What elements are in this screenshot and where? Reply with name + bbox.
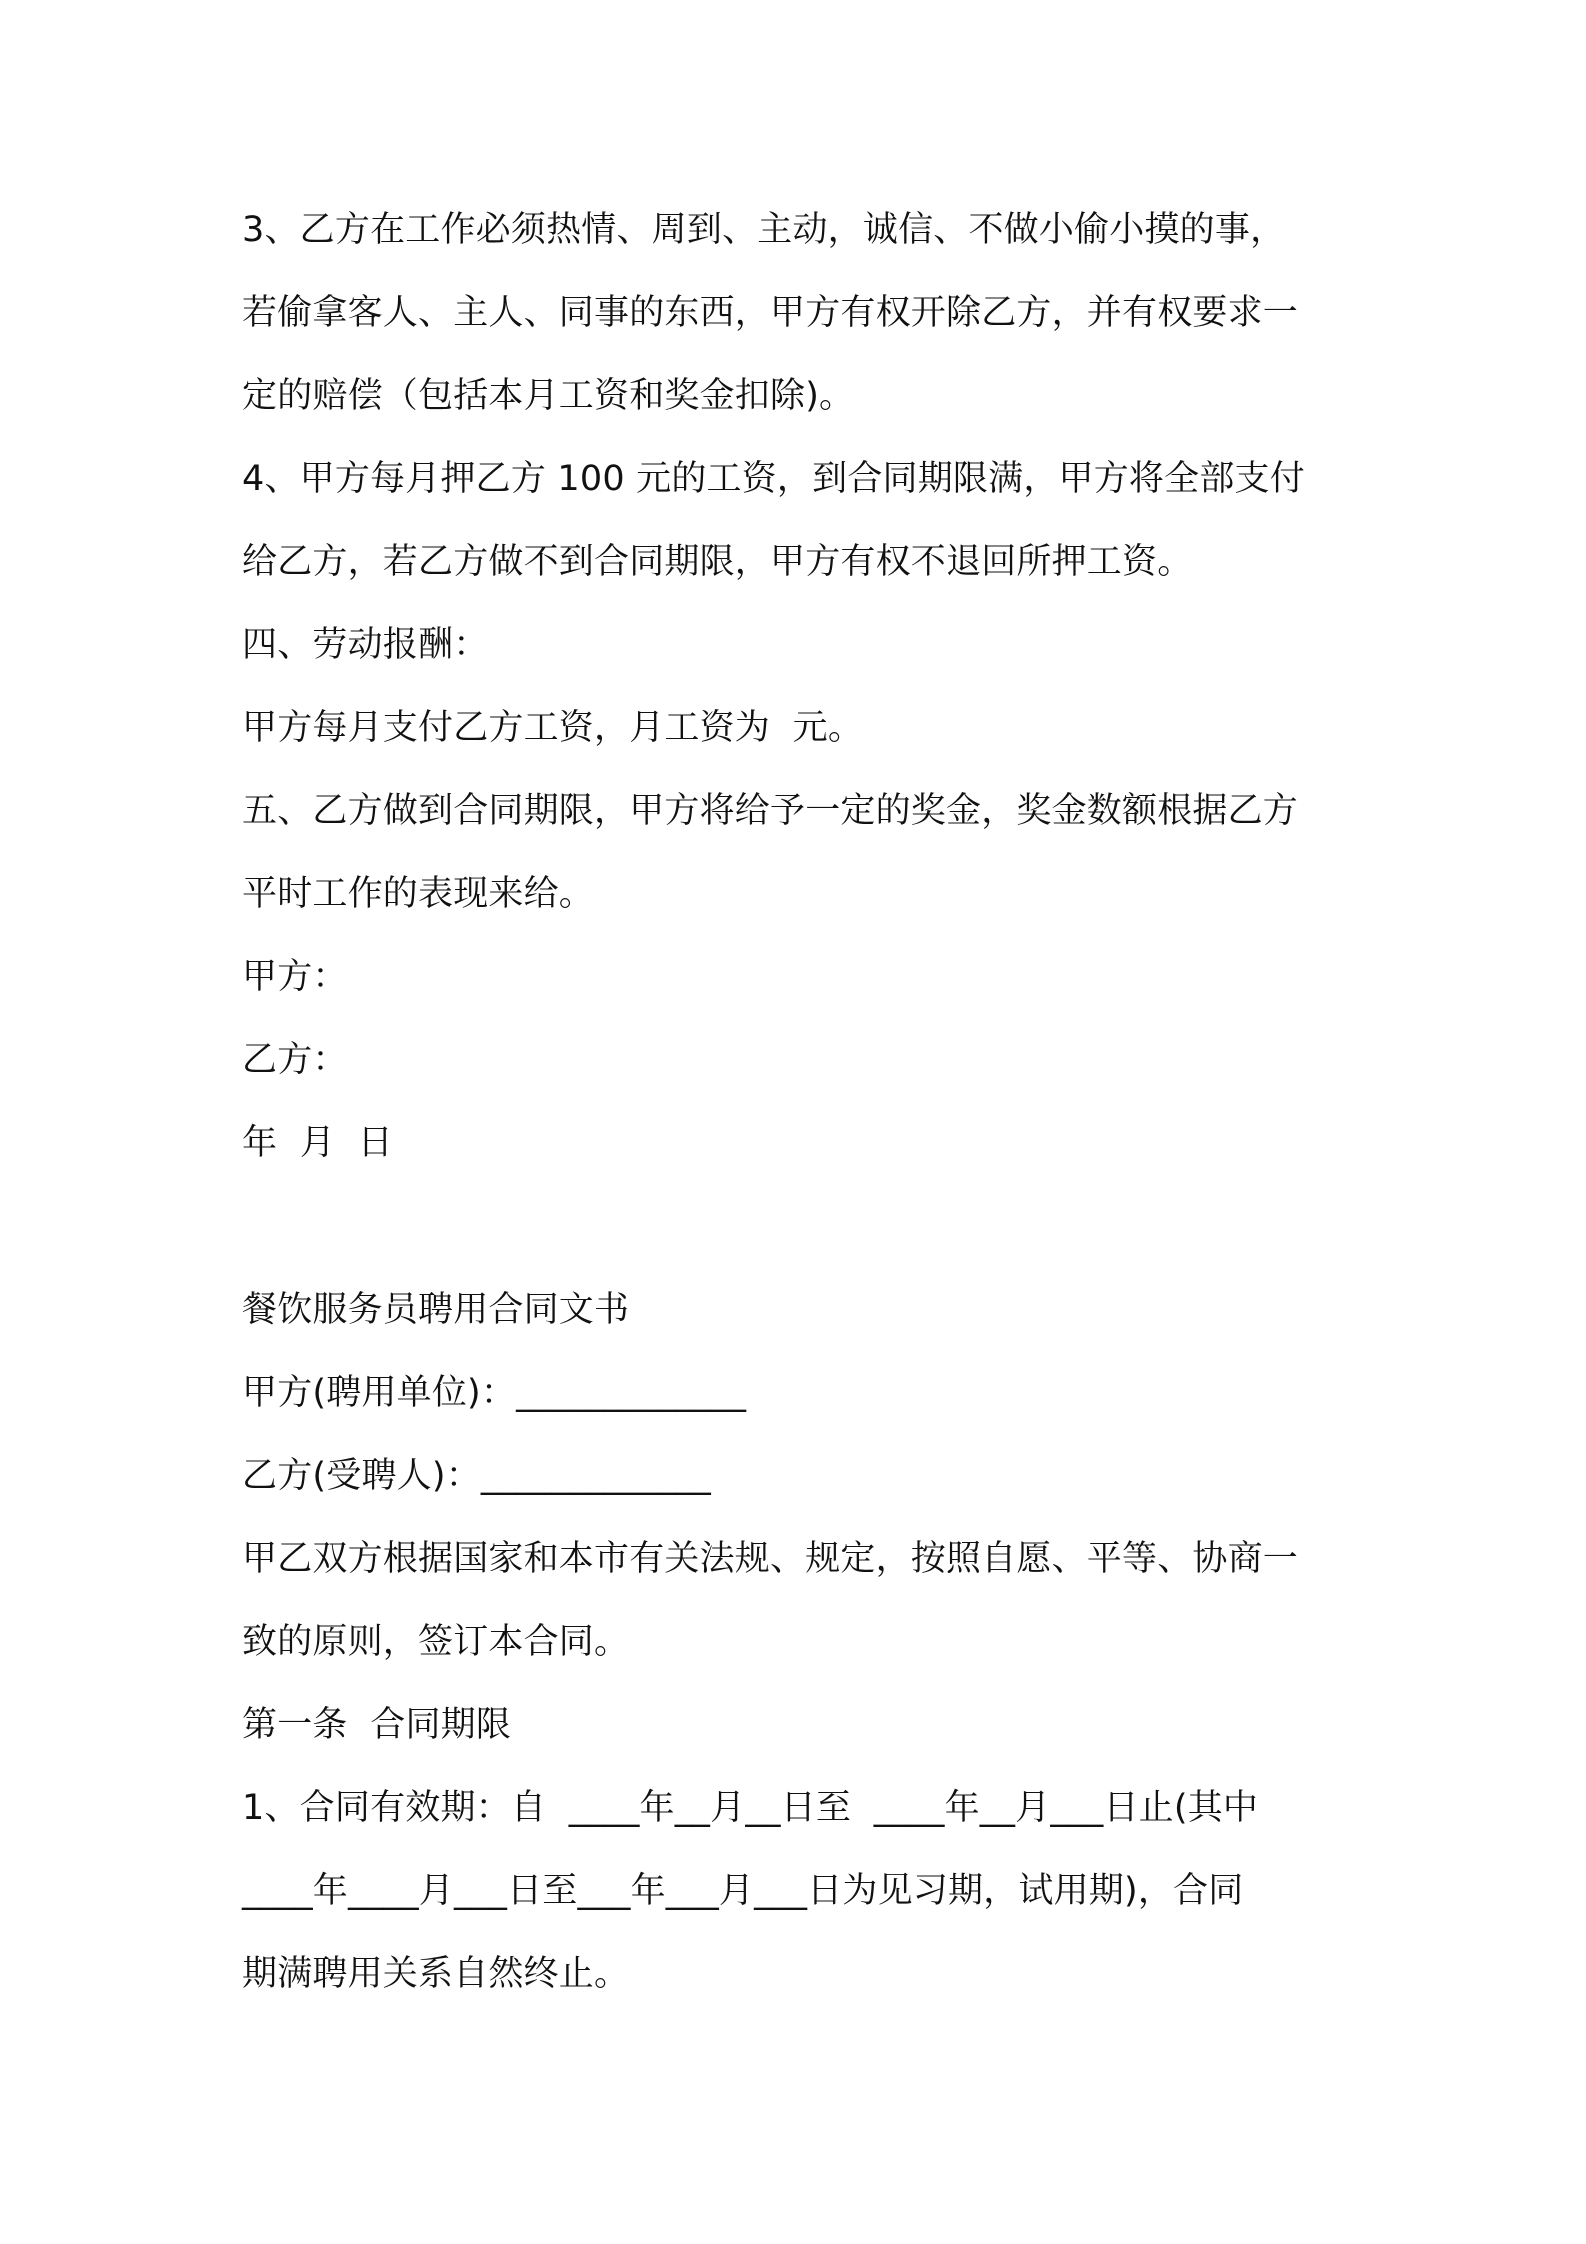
employer-line: 甲方(聘用单位)：_____________ [242,1373,747,1413]
article-1-line-1: 1、合同有效期：自 ____年__月__日至 ____年__月___日止(其中 [242,1788,1259,1828]
article-1-line-2: ____年____月___日至___年___月___日为见习期，试用期)，合同 [242,1871,1244,1911]
article-1-line-3: 期满聘用关系自然终止。 [242,1954,630,1994]
signature-date: 年 月 日 [242,1123,393,1163]
party-b-signature: 乙方： [242,1040,348,1080]
clause-3-line-2: 若偷拿客人、主人、同事的东西，甲方有权开除乙方，并有权要求一 [242,293,1299,333]
intro-line-2: 致的原则，签订本合同。 [242,1622,630,1662]
bonus-line-2: 平时工作的表现来给。 [242,874,595,914]
clause-4-line-1: 4、甲方每月押乙方 100 元的工资，到合同期限满，甲方将全部支付 [242,459,1305,499]
employee-line: 乙方(受聘人)：_____________ [242,1456,712,1496]
clause-3-line-1: 3、乙方在工作必须热情、周到、主动，诚信、不做小偷小摸的事， [242,210,1286,250]
clause-4-line-2: 给乙方，若乙方做不到合同期限，甲方有权不退回所押工资。 [242,542,1193,582]
bonus-line-1: 五、乙方做到合同期限，甲方将给予一定的奖金，奖金数额根据乙方 [242,791,1299,831]
intro-line-1: 甲乙双方根据国家和本市有关法规、规定，按照自愿、平等、协商一 [242,1539,1299,1579]
contract-title: 餐饮服务员聘用合同文书 [242,1290,630,1330]
salary-text: 甲方每月支付乙方工资，月工资为 元。 [242,708,864,748]
article-1-heading: 第一条 合同期限 [242,1705,512,1745]
clause-3-line-3: 定的赔偿（包括本月工资和奖金扣除)。 [242,376,855,416]
party-a-signature: 甲方： [242,957,348,997]
section-heading-labor-pay: 四、劳动报酬： [242,625,489,665]
